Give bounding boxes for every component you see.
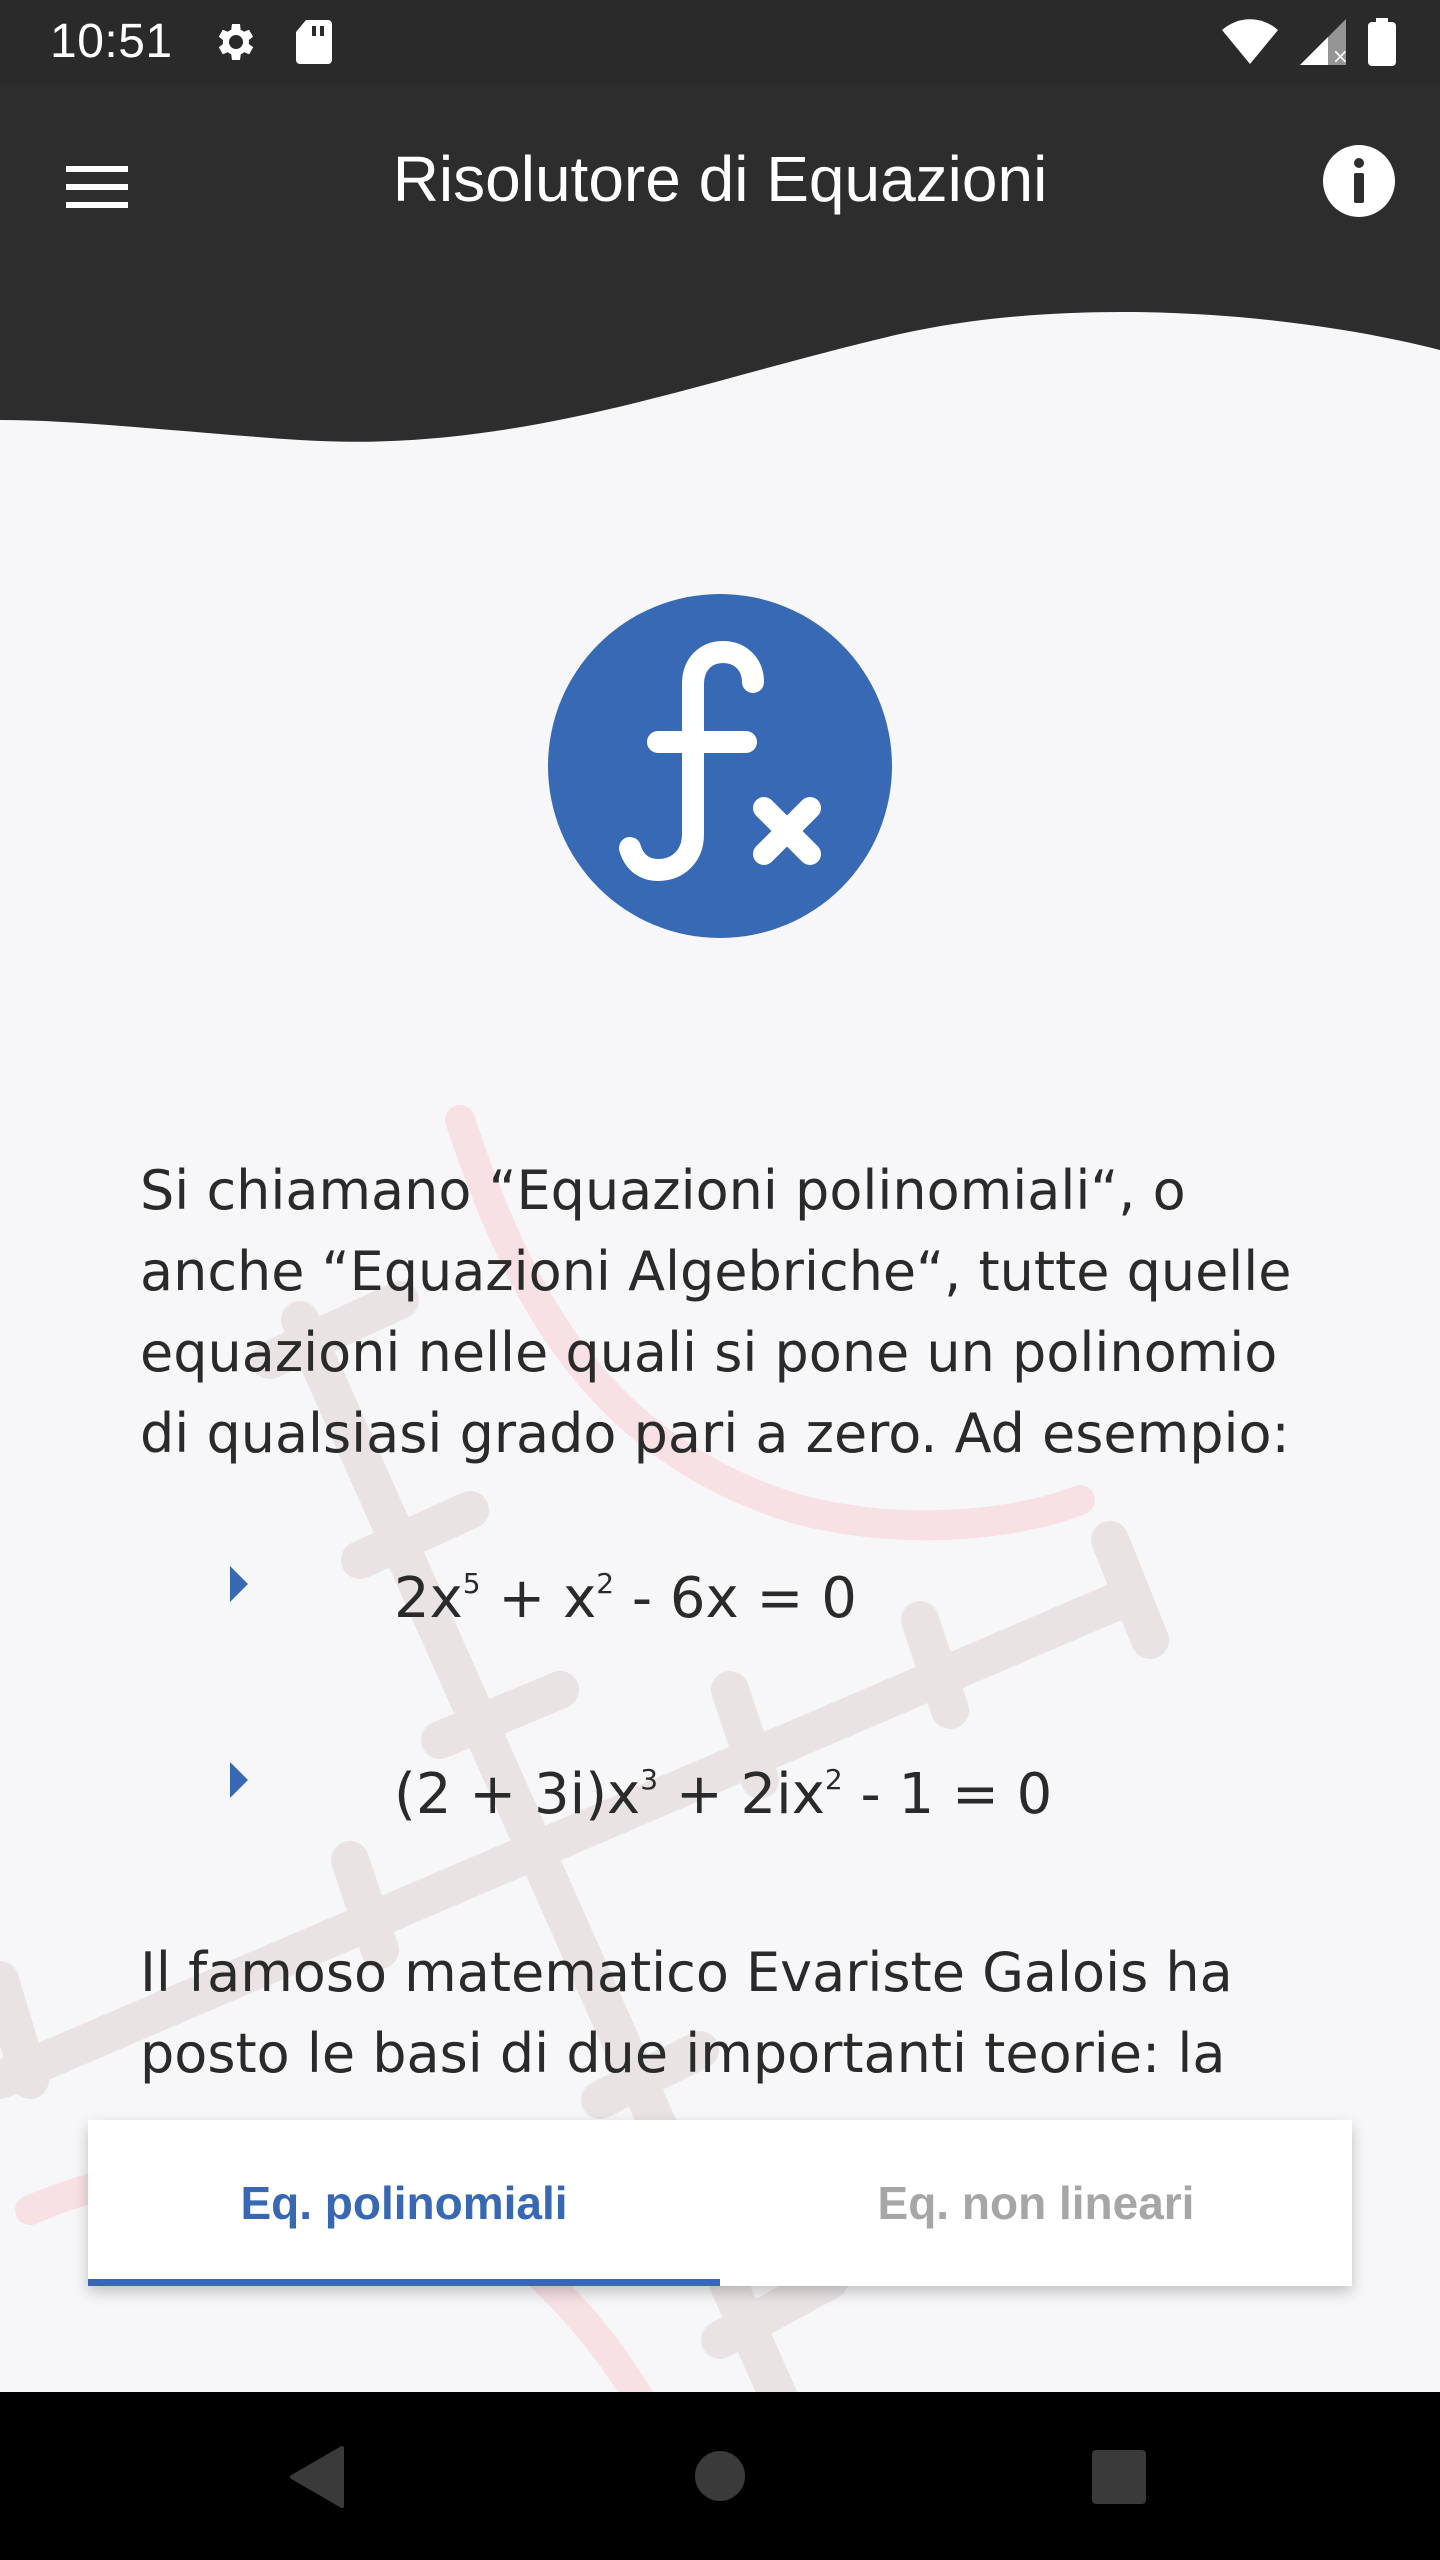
content-scroll-area[interactable] [0,1150,1440,2120]
content [140,1150,1320,2094]
gear-icon [210,18,258,66]
example-formula: $(2 + 3i)x^3 + 2ix^2 - 1 = 0$ [394,1762,1053,1827]
app-bar-background [0,84,1440,444]
page-title: Risolutore di Equazioni [392,143,1048,215]
tab-bar [88,2120,1352,2286]
wifi-icon [1222,20,1278,64]
battery-icon [1368,18,1396,66]
tab-polynomial-equations[interactable] [88,2120,720,2286]
example-formula: $2x^5 + x^2 - 6x = 0$ [394,1566,857,1631]
example-list [140,1536,1320,1928]
app-bar [0,84,1440,444]
home-icon[interactable] [694,2450,746,2502]
intro-paragraph: Si chiamano “Equazioni polinomiali“, o anche “Equazioni Algebriche“, tutte quelle equazioni nelle quali si pone un polinomio di qualsiasi grado pari a zero. Ad esempio: [140,1159,1292,1465]
status-icons-left [210,18,336,66]
function-icon [548,594,892,938]
status-bar [0,0,1440,84]
outro-paragraph: Il famoso matematico Evariste Galois ha posto le basi di due importanti teorie: la [140,1941,1233,2085]
recents-icon[interactable] [1092,2450,1146,2504]
bullet-arrow-icon [228,1760,250,1800]
back-icon[interactable] [290,2446,344,2508]
active-tab-indicator [88,2279,720,2286]
status-time: 10:51 [50,15,173,68]
system-navigation-bar [0,2392,1440,2560]
sd-card-icon [292,18,336,66]
status-icons-right [1222,18,1396,66]
tab-label: Eq. non lineari [877,2177,1195,2229]
list-item [140,1536,1320,1732]
tab-nonlinear-equations[interactable] [720,2120,1352,2286]
bullet-arrow-icon [228,1564,250,1604]
info-icon[interactable] [1320,142,1398,220]
signal-icon [1300,19,1349,68]
svg-text:×: × [1332,44,1349,68]
tab-label: Eq. polinomiali [240,2177,568,2229]
list-item [140,1732,1320,1928]
